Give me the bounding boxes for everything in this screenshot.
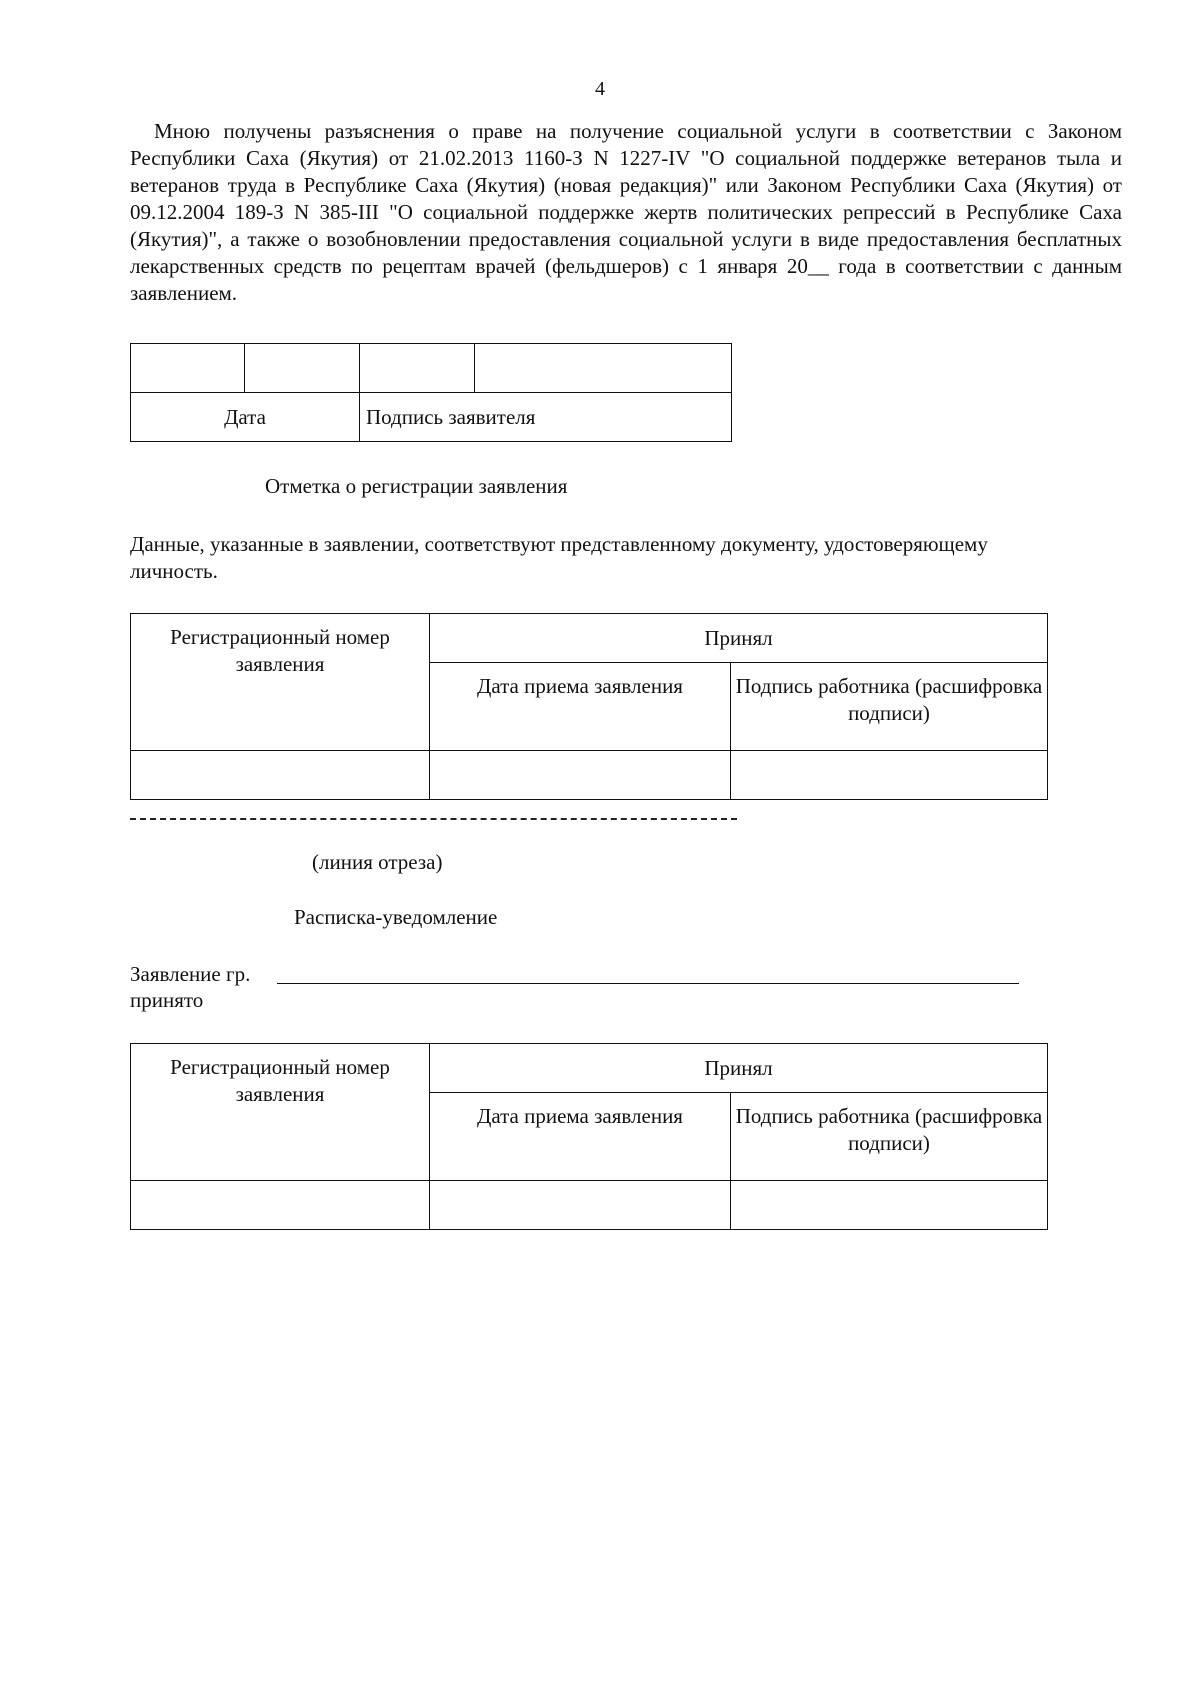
accepted-header: Принял xyxy=(430,614,1048,663)
employee-signature-cell[interactable] xyxy=(731,1181,1048,1230)
applicant-signature-label: Подпись заявителя xyxy=(360,393,732,442)
date-received-cell[interactable] xyxy=(430,1181,731,1230)
date-cell-2[interactable] xyxy=(245,344,360,393)
employee-signature-cell[interactable] xyxy=(731,751,1048,800)
statement-label: Заявление гр. xyxy=(130,962,251,986)
cut-line xyxy=(130,818,737,820)
date-received-header: Дата приема заявления xyxy=(430,663,731,751)
employee-signature-header: Подпись работника (расшифровка подписи) xyxy=(731,1093,1048,1181)
date-label: Дата xyxy=(131,393,360,442)
reg-number-cell[interactable] xyxy=(131,751,430,800)
page-number: 4 xyxy=(595,78,605,100)
date-received-header: Дата приема заявления xyxy=(430,1093,731,1181)
signature-cell-1[interactable] xyxy=(360,344,475,393)
accepted-header: Принял xyxy=(430,1044,1048,1093)
employee-signature-header: Подпись работника (расшифровка подписи) xyxy=(731,663,1048,751)
reg-number-cell[interactable] xyxy=(131,1181,430,1230)
signature-table xyxy=(130,343,732,442)
receipt-title: Расписка-уведомление xyxy=(294,905,498,929)
receipt-registration-table xyxy=(130,1043,1048,1230)
registration-table xyxy=(130,613,1048,800)
identity-statement: Данные, указанные в заявлении, соответствуют представленному документу, удостоверяющему личность. xyxy=(130,532,988,583)
signature-cell-2[interactable] xyxy=(475,344,732,393)
reg-number-header: Регистрационный номер заявления xyxy=(131,1044,430,1181)
accepted-text: принято xyxy=(130,988,204,1012)
consent-paragraph: Мною получены разъяснения о праве на получение социальной услуги в соответствии с Законом Республики Саха (Якутия) от 21.02.2013 1160-З N 1227-IV "О социальной поддержке ветеранов тыла и ветеранов труда в Республике Саха (Якутия) (новая редакция)" или Законом Республики Саха (Якутия) от 09.12.2004 189-З N 385-III "О социальной поддержке жертв политических репрессий в Республике Саха (Якутия)", а также о возобновлении предоставления социальной услуги в виде предоставления бесплатных лекарственных средств по рецептам врачей (фельдшеров) с 1 января 20__ года в соответствии с данным заявлением. xyxy=(130,119,1122,305)
date-cell-1[interactable] xyxy=(131,344,245,393)
date-received-cell[interactable] xyxy=(430,751,731,800)
reg-number-header: Регистрационный номер заявления xyxy=(131,614,430,751)
cut-line-label: (линия отреза) xyxy=(312,850,443,874)
citizen-name-field[interactable] xyxy=(277,983,1019,984)
registration-mark-title: Отметка о регистрации заявления xyxy=(265,474,568,498)
